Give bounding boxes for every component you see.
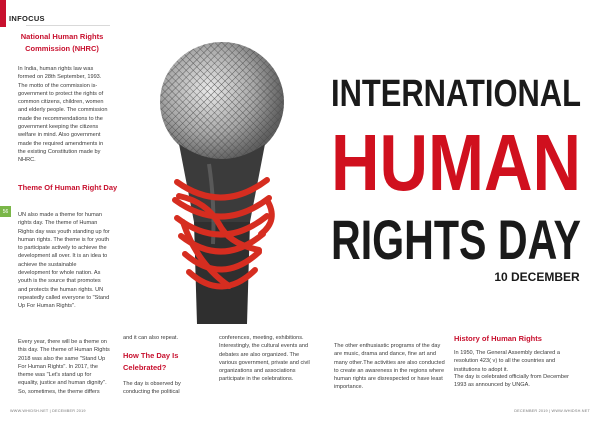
paragraph-nhrc: In India, human rights law was formed on 28th September, 1993. The motto of the commission is- government to protect the rights of common citizens, children, women and elderly people. The commission made the recommendations to the government keeping the citizens welfare in mind. Also government made the required amendments in the existing Constitution made by NHRC. (18, 66, 108, 164)
paragraph-col2: and it can also repeat. (123, 335, 179, 341)
section-label: INFOCUS (9, 14, 45, 23)
hero-title-human: HUMAN (331, 118, 581, 207)
hero-image (119, 24, 600, 324)
paragraph-theme: UN also made a theme for human rights day. The theme of Human Rights day was youth standing up for human rights. The theme is for youth to participate actively to achieve the development all over. It is an idea to achieve the sustainable development for whole nation. As youth is the source that promotes and protects the human rights. UN repeatedly called everyone to "Stand Up For Human Rights". (18, 212, 110, 310)
footer-left: WWW.WHIDSH.NET | DECEMBER 2019 (10, 409, 86, 413)
paragraph-theme-2018: Every year, there will be a theme on this day. The theme of Human Rights 2018 was also the same "Stand Up For Human Rights". In 2017, the theme was "Let's stand up for equality, justice and human dignity". So, sometimes, the theme differs (18, 339, 110, 395)
footer-right: DECEMBER 2019 | WWW.WHIDSH.NET (514, 409, 590, 413)
heading-nhrc: National Human Rights Commission (NHRC) (20, 32, 104, 53)
hero-date: 10 DECEMBER (494, 270, 580, 284)
hero-title-international: INTERNATIONAL (331, 73, 581, 115)
hero-title-rights-day: RIGHTS DAY (331, 208, 581, 271)
section-divider (26, 25, 110, 26)
paragraph-col3: conferences, meeting, exhibitions. Interestingly, the cultural events and debates are also organized. The various government, private and civil organizations and associations participate in the celebrations. (219, 335, 310, 383)
heading-history: History of Human Rights (454, 334, 542, 343)
paragraph-col2-observed: The day is observed by conducting the political (123, 381, 181, 396)
paragraph-col4: The other enthusiastic programs of the day are music, drama and dance, fine art and many other.The activities are also conducted to create an awareness in the regions where human rights are disrespected or have least importance. (334, 343, 445, 391)
page-number-tab: 56 (0, 206, 11, 217)
heading-theme: Theme Of Human Right Day (18, 183, 118, 192)
heading-celebrated: How The Day Is Celebrated? (123, 351, 179, 372)
paragraph-history-1: In 1950, The General Assembly declared a resolution 423( v) to all the countries and institutions to adopt it. (454, 350, 560, 373)
section-accent-bar (0, 0, 6, 27)
paragraph-history-2: The day is celebrated officially from December 1993 as announced by UNGA. (454, 374, 569, 389)
